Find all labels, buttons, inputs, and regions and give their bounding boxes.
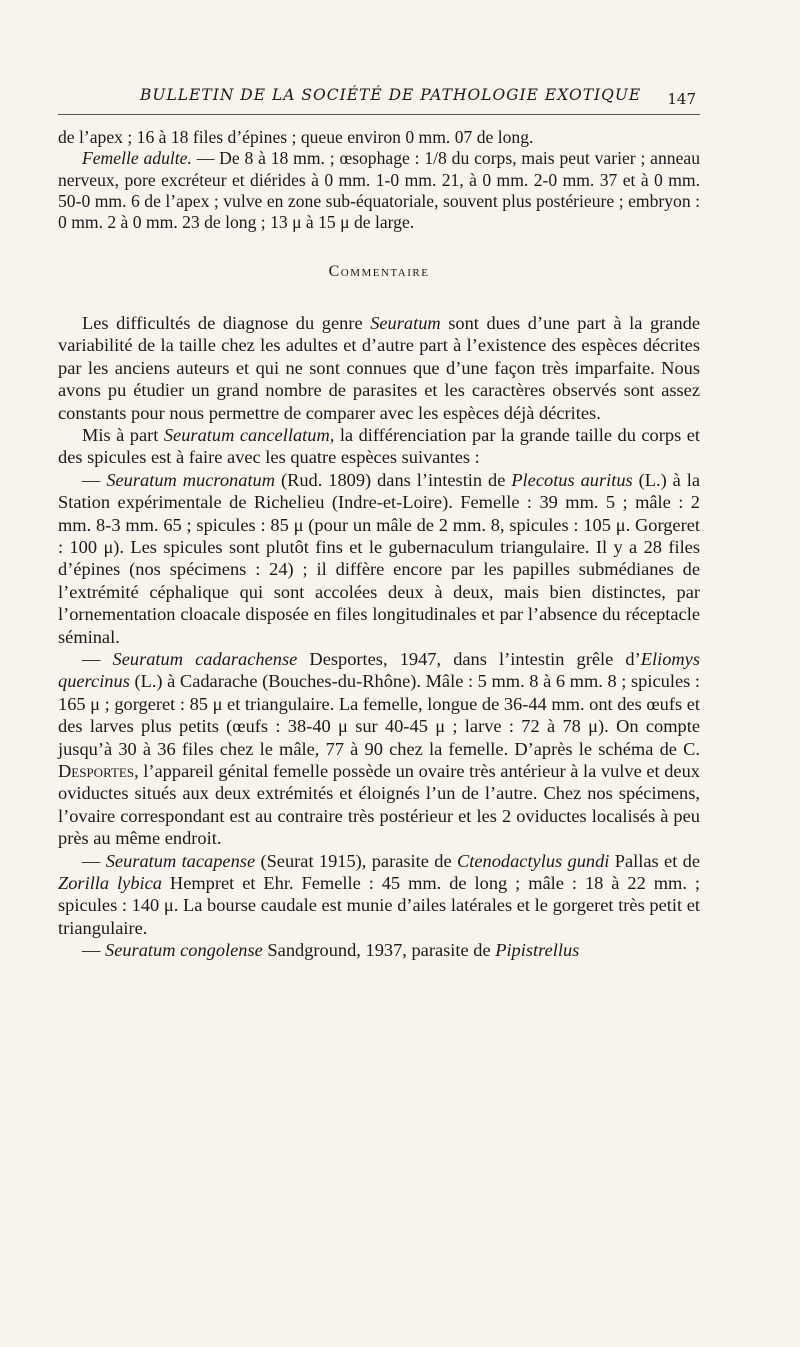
journal-title: BULLETIN DE LA SOCIÉTÉ DE PATHOLOGIE EXOTIQUE bbox=[140, 86, 642, 104]
paragraph-tacapense: — Seuratum tacapense (Seurat 1915), parasite de Ctenodactylus gundi Pallas et de Zorilla lybica Hempret et Ehr. Femelle : 45 mm. de long ; mâle : 18 à 22 mm. ; spicules : 140 μ. La bourse caudale est munie d’ailes latérales et le gorgeret très petit et triangulaire. bbox=[58, 850, 700, 938]
author-name: C. Desportes bbox=[58, 738, 700, 782]
paragraph-congolense: — Seuratum congolense Sandground, 1937, parasite de Pipistrellus bbox=[82, 940, 580, 961]
female-label: Femelle adulte. bbox=[82, 148, 192, 169]
paragraph-cadarachense: — Seuratum cadarachense Desportes, 1947, dans l’intestin grêle d’Eliomys quercinus (L.) à Cadarache (Bouches-du-Rhône). Mâle : 5 mm. 8 à 6 mm. 8 ; spicules : 165 μ ; gorgeret : 85 μ et triangulaire. La femelle, longue de 36-44 mm. ont des œufs et des larves plus petits (œufs : 38-40 μ sur 40-45 μ ; larve : 72 à 78 μ). On compte jusqu’à 30 à 36 files chez le mâle, 77 à 90 chez la femelle. D’après le schéma de C. Desportes, l’appareil génital femelle possède un ovaire très antérieur à la vulve et deux oviductes situés aux deux extrémités et éloignés l’un de l’autre. Chez nos spécimens, l’ovaire correspondant est au contraire très postérieur et les 2 oviductes localisés à peu près au même endroit. bbox=[58, 648, 700, 849]
page-number: 147 bbox=[667, 90, 696, 108]
running-header bbox=[58, 86, 700, 115]
body-text bbox=[58, 127, 700, 962]
paragraph-mis-a-part: Mis à part Seuratum cancellatum, la différenciation par la grande taille du corps et des spicules est à faire avec les quatre espèces suivantes : bbox=[58, 424, 700, 468]
paragraph-intro: Les difficultés de diagnose du genre Seuratum sont dues d’une part à la grande variabilité de la taille chez les adultes et d’autre part à l’existence des espèces décrites par les anciens auteurs et qui ne sont connues que d’une façon très imparfaite. Nous avons pu étudier un grand nombre de parasites et les caractères observés sont assez constants pour nous permettre de comparer avec les espèces déjà décrites. bbox=[58, 312, 700, 423]
paragraph-mucronatum: — Seuratum mucronatum (Rud. 1809) dans l’intestin de Plecotus auritus (L.) à la Station expérimentale de Richelieu (Indre-et-Loire). Femelle : 39 mm. 5 ; mâle : 2 mm. 8-3 mm. 65 ; spicules : 85 μ (pour un mâle de 2 mm. 8, spicules : 105 μ. Gorgeret : 100 μ). Les spicules sont plutôt fins et le gubernaculum triangulaire. Il y a 28 files d’épines (nos spécimens : 24) ; il diffère encore par les papilles submédianes de l’extrémité céphalique qui sont accolées deux à deux, mais bien distinctes, par l’ornementation cloacale disposée en files longitudinales et par l’absence du réceptacle séminal. bbox=[58, 469, 700, 647]
paragraph-apex: de l’apex ; 16 à 18 files d’épines ; queue environ 0 mm. 07 de long. bbox=[58, 127, 534, 147]
continued-description bbox=[58, 127, 700, 233]
paragraph-female-adult: Femelle adulte. — De 8 à 18 mm. ; œsophage : 1/8 du corps, mais peut varier ; anneau nerveux, pore excréteur et diérides à 0 mm. 1-0 mm. 21, à 0 mm. 2-0 mm. 37 et à 0 mm. 50-0 mm. 6 de l’apex ; vulve en zone sub-équatoriale, souvent plus postérieure ; embryon : 0 mm. 2 à 0 mm. 23 de long ; 13 μ à 15 μ de large. bbox=[58, 148, 700, 233]
section-heading: Commentaire bbox=[328, 263, 430, 281]
